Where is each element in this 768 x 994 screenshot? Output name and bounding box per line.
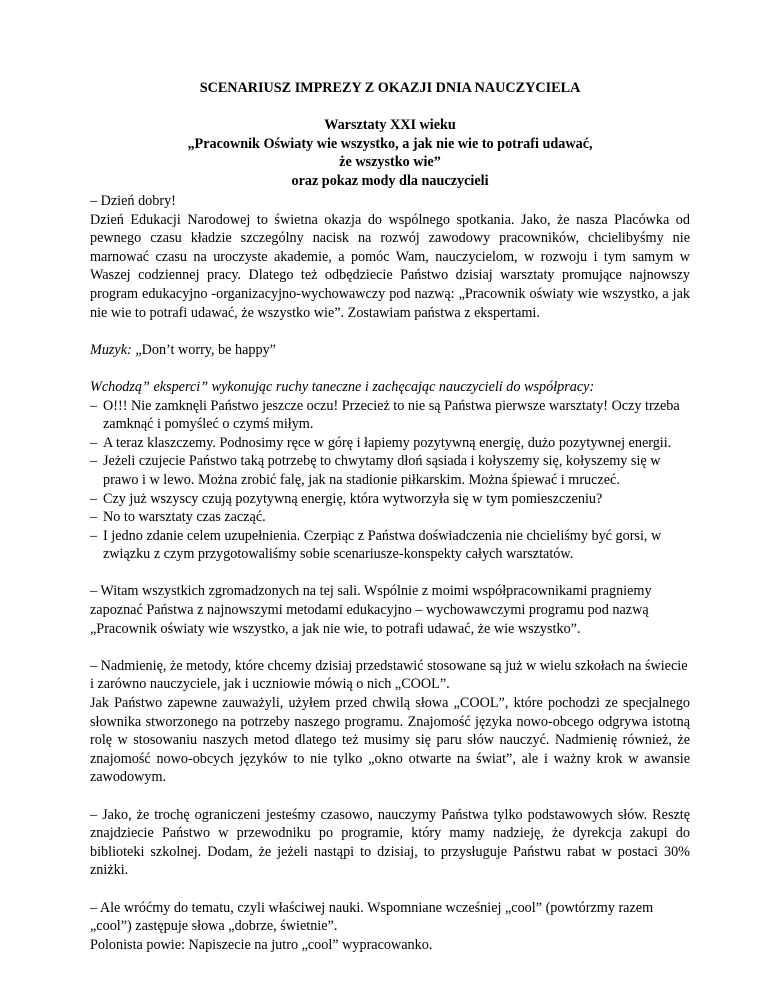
list-item: – O!!! Nie zamknęli Państwo jeszcze oczu! Przecież to nie są Państwa pierwsze warsztaty! Oczy trzeba zamknąć i pomyśleć o czymś miłym. — [90, 397, 690, 434]
stage-direction-text: Wchodzą” eksperci” wykonując ruchy taneczne i zachęcając nauczycieli do współpracy: — [90, 378, 595, 395]
list-item: – No to warsztaty czas zacząć. — [90, 508, 690, 527]
music-label: Muzyk: — [90, 341, 132, 358]
subtitle-line: że wszystko wie” — [339, 154, 441, 171]
document-title: SCENARIUSZ IMPREZY Z OKAZJI DNIA NAUCZYCIELA — [199, 80, 581, 96]
list-item: – A teraz klaszczemy. Podnosimy ręce w górę i łapiemy pozytywną energię, dużo pozytywnej energii. — [90, 434, 690, 453]
expert-lines-list — [90, 397, 690, 564]
music-text: „Don’t worry, be happy” — [131, 341, 276, 358]
list-item: – Czy już wszyscy czują pozytywną energię, która wytworzyła się w tym pomieszczeniu? — [90, 490, 690, 509]
subtitle-block — [90, 116, 690, 190]
subtitle-line: „Pracownik Oświaty wie wszystko, a jak nie wie to potrafi udawać, — [187, 135, 593, 152]
time-paragraph: – Jako, że trochę ograniczeni jesteśmy czasowo, nauczymy Państwa tylko podstawowych słów. Resztę znajdziecie Państwo w przewodniku po programie, który mamy nadzieję, że dyrekcja zakupi do biblioteki szkolnej. Dodam, że jeżeli nastąpi to dzisiaj, to przysługuje Państwu rabat w postaci 30% zniżki. — [90, 806, 690, 879]
intro-paragraph: Dzień Edukacji Narodowej to świetna okazja do wspólnego spotkania. Jako, że nasza Placówka od pewnego czasu kładzie szczególny nacisk na rozwój zawodowy pracowników, chcielibyśmy nie marnować czasu na uroczyste akademie, a pomóc Wam, nauczycielom, w rozwoju i tym samym w Waszej codziennej pracy. Dlatego też odbędziecie Państwo dzisiaj warsztaty promujące najnowszy program edukacyjno -organizacyjno-wychowawczy pod nazwą: „Pracownik oświaty wie wszystko, a jak nie wie to potrafi udawać, że wszystko wie”. Zostawiam państwa z ekspertami. — [90, 211, 690, 321]
back-paragraph-2: Polonista powie: Napiszecie na jutro „cool” wypracowanko. — [90, 936, 433, 953]
document-body — [90, 192, 690, 973]
welcome-paragraph: – Witam wszystkich zgromadzonych na tej sali. Wspólnie z moimi współpracownikami pragniemy zapoznać Państwa z najnowszymi metodami edukacyjno – wychowawczymi programu pod nazwą „Pracownik oświaty wie wszystko, a jak nie wie, to potrafi udawać, że wie wszystko”. — [90, 583, 652, 637]
subtitle-line: Warsztaty XXI wieku — [324, 117, 456, 133]
music-line — [90, 341, 690, 360]
list-item: – I jedno zdanie celem uzupełnienia. Czerpiąc z Państwa doświadczenia nie chcieliśmy być gorsi, w związku z czym przygotowaliśmy sobie scenariusze-konspekty całych warsztatów. — [90, 527, 690, 564]
greeting: – Dzień dobry! — [90, 193, 176, 209]
back-paragraph-1: – Ale wróćmy do tematu, czyli właściwej nauki. Wspomniane wcześniej „cool” (powtórzmy razem „cool”) zastępuje słowa „dobrze, świetnie”. — [90, 899, 654, 935]
cool-paragraph-2: Jak Państwo zapewne zauważyli, użyłem przed chwilą słowa „COOL”, które pochodzi ze specjalnego słownika stworzonego na potrzeby naszego programu. Znajomość języka nowo-obcego odgrywa istotną rolę w stosowaniu naszych metod dlatego też musimy się paru słów nauczyć. Nadmienię również, że znajomość nowo-obcych języków to nie tylko „okno otwarte na świat”, ale i ważny krok w awansie zawodowym. — [90, 695, 690, 786]
stage-direction — [90, 378, 690, 397]
subtitle-line: oraz pokaz mody dla nauczycieli — [291, 172, 489, 189]
cool-paragraph-1: – Nadmienię, że metody, które chcemy dzisiaj przedstawić stosowane są już w wielu szkołach na świecie i zarówno nauczyciele, jak i uczniowie mówią o nich „COOL”. — [90, 657, 688, 693]
list-item: – Jeżeli czujecie Państwo taką potrzebę to chwytamy dłoń sąsiada i kołyszemy się, kołyszemy się w prawo i w lewo. Można zrobić falę, jak na stadionie piłkarskim. Można śpiewać i mruczeć. — [90, 452, 690, 489]
